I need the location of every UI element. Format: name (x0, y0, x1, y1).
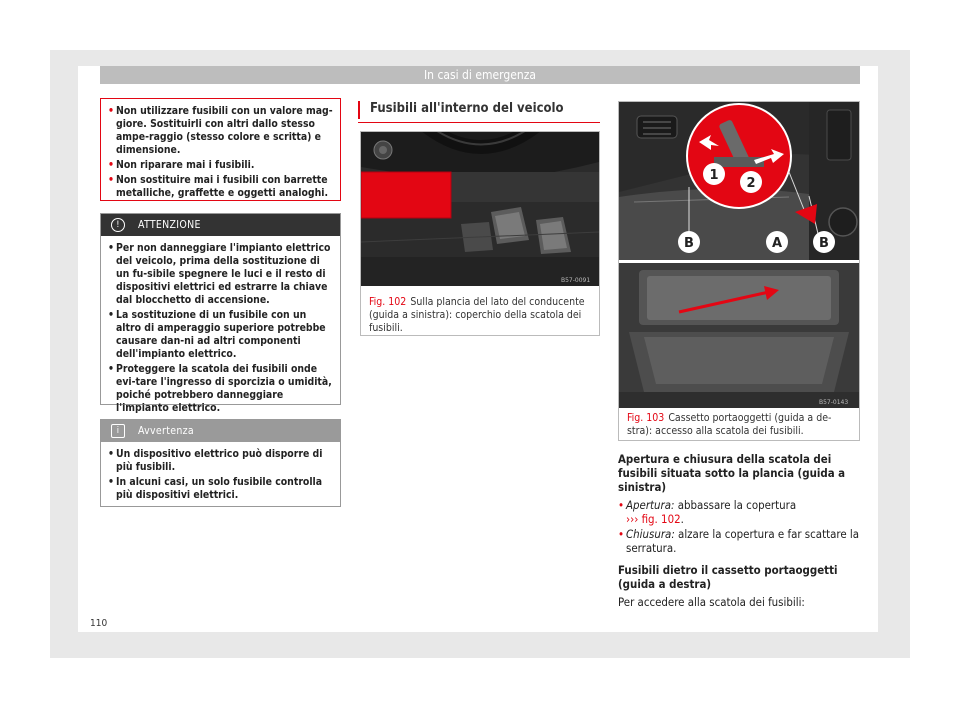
heading-open-close: Apertura e chiusura della scatola dei fusibili situata sotto la plancia (guida a sinistra) (618, 452, 846, 494)
warning-text: Non riparare mai i fusibili. (116, 159, 255, 171)
fig102-caption-text: Sulla plancia del lato del conducente (guida a sinistra): coperchio della scatola dei fusibili. (369, 296, 585, 334)
close-step-text (626, 527, 860, 555)
note-item (108, 448, 333, 474)
fig102-link[interactable]: fig. 102 (641, 512, 681, 526)
note-text: In alcuni casi, un solo fusibile controlla più dispositivi elettrici. (116, 476, 323, 501)
exclamation-icon: ! (111, 218, 125, 232)
open-label: Apertura: (626, 498, 675, 512)
note-header (101, 420, 340, 442)
heading-glovebox: Fusibili dietro il cassetto portaoggetti (guida a destra) (618, 563, 838, 591)
attention-text: La sostituzione di un fusibile con un altro di amperaggio superiore potrebbe causare dan-ni ad altri componenti dell'impianto elettrico. (116, 309, 326, 360)
open-step (618, 498, 860, 526)
warning-text: Non utilizzare fusibili con un valore mag-giore. Sostituirli con altri dallo stesso ampe-raggio (stesso colore e scritta) e dimensione. (116, 105, 333, 156)
section-title: Fusibili all'interno del veicolo (358, 101, 600, 123)
bullet: • (108, 363, 114, 375)
note-box (100, 419, 341, 507)
note-item (108, 476, 333, 502)
note-title: Avvertenza (138, 425, 194, 437)
fig103-number: Fig. 103 (627, 412, 665, 424)
fig102-number: Fig. 102 (369, 296, 407, 308)
bullet: • (108, 309, 114, 321)
last-paragraph: Per accedere alla scatola dei fusibili: (618, 595, 805, 609)
warning-item (108, 105, 333, 157)
bullet: • (108, 174, 114, 186)
figure-102 (360, 131, 600, 336)
close-step (618, 527, 860, 555)
close-text: alzare la copertura e far scattare la serratura. (626, 527, 860, 555)
callout-b-right: B (819, 236, 829, 251)
open-end: . (680, 512, 684, 526)
attention-item (108, 363, 333, 415)
bullet: • (618, 527, 625, 541)
attention-body (101, 236, 340, 423)
warning-box (100, 98, 341, 201)
attention-box (100, 213, 341, 414)
fig102-caption (361, 290, 599, 341)
attention-text: Proteggere la scatola dei fusibili onde evi-tare l'ingresso di sporcizia o umidità, poiché potrebbero danneggiare l'impianto elettrico. (116, 363, 332, 414)
open-step-text (626, 498, 796, 526)
bullet: • (108, 105, 114, 117)
callout-a: A (771, 236, 783, 251)
fig102-photo (361, 132, 599, 286)
bullet: • (108, 476, 114, 488)
close-label: Chiusura: (626, 527, 675, 541)
fig103-caption (619, 408, 859, 442)
callout-1: 1 (709, 168, 719, 183)
info-icon: i (111, 424, 125, 438)
note-body (101, 442, 340, 510)
fig103-code: B57-0143 (819, 399, 849, 406)
fig102-code: B57-0091 (561, 277, 591, 284)
callout-2: 2 (746, 176, 756, 191)
fig103-caption-text: Cassetto portaoggetti (guida a de-stra): accesso alla scatola dei fusibili. (627, 412, 832, 437)
attention-item (108, 242, 333, 307)
bullet: • (108, 242, 114, 254)
right-column-text (618, 452, 860, 609)
note-text: Un dispositivo elettrico può disporre di più fusibili. (116, 448, 323, 473)
attention-header (101, 214, 340, 236)
page-header: In casi di emergenza (100, 66, 860, 84)
bullet: • (618, 498, 625, 512)
callout-b-left: B (684, 236, 694, 251)
warning-item (108, 159, 333, 172)
page-number: 110 (90, 618, 108, 629)
bullet: • (108, 159, 114, 171)
open-text: abbassare la copertura (674, 498, 797, 512)
attention-title: ATTENZIONE (138, 219, 201, 231)
figure-103 (618, 101, 860, 441)
attention-text: Per non danneggiare l'impianto elettrico del veicolo, prima della sostituzione di un fu-sibile spegnere le luci e il resto di dispositivi elettrici ed estrarre la chiave dal blocchetto di accensione. (116, 242, 331, 306)
attention-item (108, 309, 333, 361)
warning-text: Non sostituire mai i fusibili con barrette metalliche, graffette e oggetti analoghi. (116, 174, 328, 199)
bullet: • (108, 448, 114, 460)
fig103-photo (619, 102, 859, 408)
warning-item (108, 174, 333, 200)
ref-arrow: ››› (626, 512, 639, 526)
